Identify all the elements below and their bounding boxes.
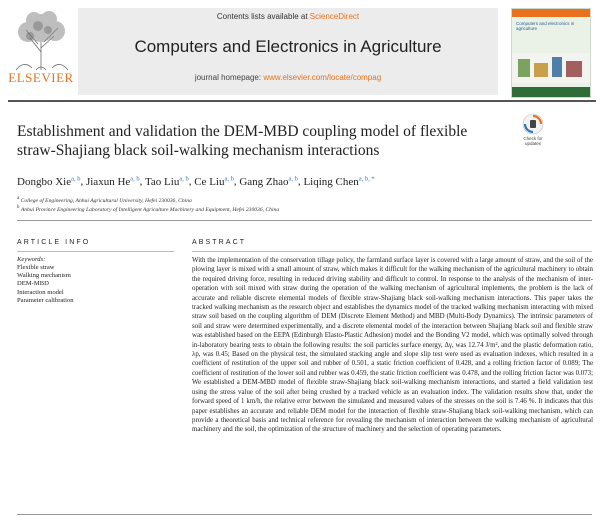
keywords-label: Keywords: (17, 256, 46, 263)
abstract-heading: ABSTRACT (192, 239, 247, 246)
affiliation-a: $^a$ College of Engineering, Anhui Agricultural University, Hefei 230036, China (17, 196, 192, 204)
article-info-heading: ARTICLE INFO (17, 239, 91, 246)
keyword-item: Parameter calibration (17, 296, 74, 304)
journal-title[interactable]: Computers and Electronics in Agriculture (134, 37, 442, 56)
abstract-text: With the implementation of the conservation tillage policy, the farmland surface layer is covered with a large amount of straw, and the soil of the plowing layer is mixed with a small amount of straw, which makes it difficult for the walking mechanism of the agricultural machinery to obtain the required driving force, resulting in reduced driving stability and difficult to control. In response to the analysis of the mechanism of inter-operation with soil mixed with straw during the operation of the walking mechanism of agricultural implements, the problem is the lack of accurate and reliable discrete elemental models of flexible straw-Shajiang black soil-walking mechanism interactions. This paper takes the tracked walking mechanism as the research object and establishes the dynamics model of the tracked walking mechanism interacting with mixed straw soil based on the coupling algorithm of DEM (Discrete Element Method) and MBD (Multi-Body Dynamics). The intrinsic parameters of soil and straw were determined experimentally, and a discrete elemental model of the interaction between Shajiang black soil and flexible straw was established based on the EEPA (Edinburgh Elasto-Plastic Adhesion) model and the Bonding V2 model, which was optimally solved through in-laboratory bearing tests to obtain the following results: the soil particles surface energy, Δγ, was 12.74 J/m², and the plastic deformation ratio, λp, was 0.45; Based on the physical test, the simulated stacking angle and slope slip test were used as evaluation indexes, which resulted in a coefficient of restitution of the upper soil and rubber of 0.501, a static friction coefficient of 0.428, and a rolling friction factor of 0.089; The coefficient of restitution of the lower soil and rubber was 0.459, the static friction coefficient was 0.478, and the rolling friction factor was 0.073; We established a DEM-MBD model of flexible straw-Shajiang black soil-walking mechanism interactions, and started a field validation test using the stress value of the soil after being crushed by a tracked vehicle as an evaluation index. The validation results show that, under the forward speed of 1 km/h, the relative error between the simulated and measured values of the stresses on the soil is 7.46 %. It indicates that this paper establishes an accurate and reliable DEM model for the interaction of flexible straw-Shajiang black soil-walking mechanism, which can provide a theoretical basis and technical reference for revealing the mechanism of interaction between the walking mechanism of agricultural machinery and the soil, the optimization of the structure of machinery and the selection of operating parameters. (192, 257, 593, 434)
abstract-rule (192, 251, 592, 252)
author[interactable]: Tao Liu$^{a, b}$ (144, 175, 189, 188)
check-updates-label: Check for updates (523, 136, 543, 146)
keyword-item: Walking mechanism (17, 272, 71, 280)
keyword-item: Flexible straw (17, 264, 55, 271)
keyword-item: DEM-MBD (17, 280, 49, 288)
cover-bottom-stripe (512, 87, 590, 97)
elsevier-wordmark: ELSEVIER (8, 70, 74, 85)
section-divider (17, 220, 592, 221)
homepage-prefix: journal homepage: (194, 73, 264, 82)
author[interactable]: Ce Liu$^{a, b}$ (194, 175, 234, 188)
keywords-list (17, 264, 74, 305)
author[interactable]: Gang Zhao$^{a, b}$ (239, 175, 298, 188)
author[interactable]: Dongbo Xie$^{a, b}$ (17, 175, 81, 188)
affiliation-b: $^b$ Anhui Province Engineering Laboratory of Intelligent Agriculture Machinery and Equipment, Hefei 230036, China (17, 205, 280, 213)
header-divider (8, 100, 596, 102)
author-list: Dongbo Xie$^{a, b}$, Jiaxun He$^{a, b}$, Tao Liu$^{a, b}$, Ce Liu$^{a, b}$, Gang Zhao$^{a, b}$, Liqing Chen$^{a, b, *}$ (17, 175, 375, 188)
keyword-item: Interaction model (17, 288, 64, 296)
homepage-link[interactable]: www.elsevier.com/locate/compag (263, 73, 382, 82)
journal-cover-thumbnail[interactable] (511, 8, 591, 98)
contents-prefix: Contents lists available at (216, 12, 310, 21)
cover-image-band (512, 53, 590, 83)
bottom-divider (17, 514, 592, 515)
journal-homepage (78, 73, 498, 82)
author[interactable]: Jiaxun He$^{a, b}$ (85, 175, 140, 188)
article-info-rule (17, 251, 174, 252)
cover-top-stripe (512, 9, 590, 17)
check-for-updates-badge[interactable] (520, 113, 546, 147)
cover-title: Computers and electronics in agriculture (516, 21, 575, 31)
author[interactable]: Liqing Chen$^{a, b, *}$ (303, 175, 375, 188)
paper-title: Establishment and validation the DEM-MBD coupling model of flexible straw-Shajiang black soil-walking mechanism interactions (17, 123, 468, 159)
sciencedirect-link[interactable]: ScienceDirect (309, 12, 360, 21)
check-updates-icon (520, 113, 546, 135)
contents-availability (78, 12, 498, 21)
